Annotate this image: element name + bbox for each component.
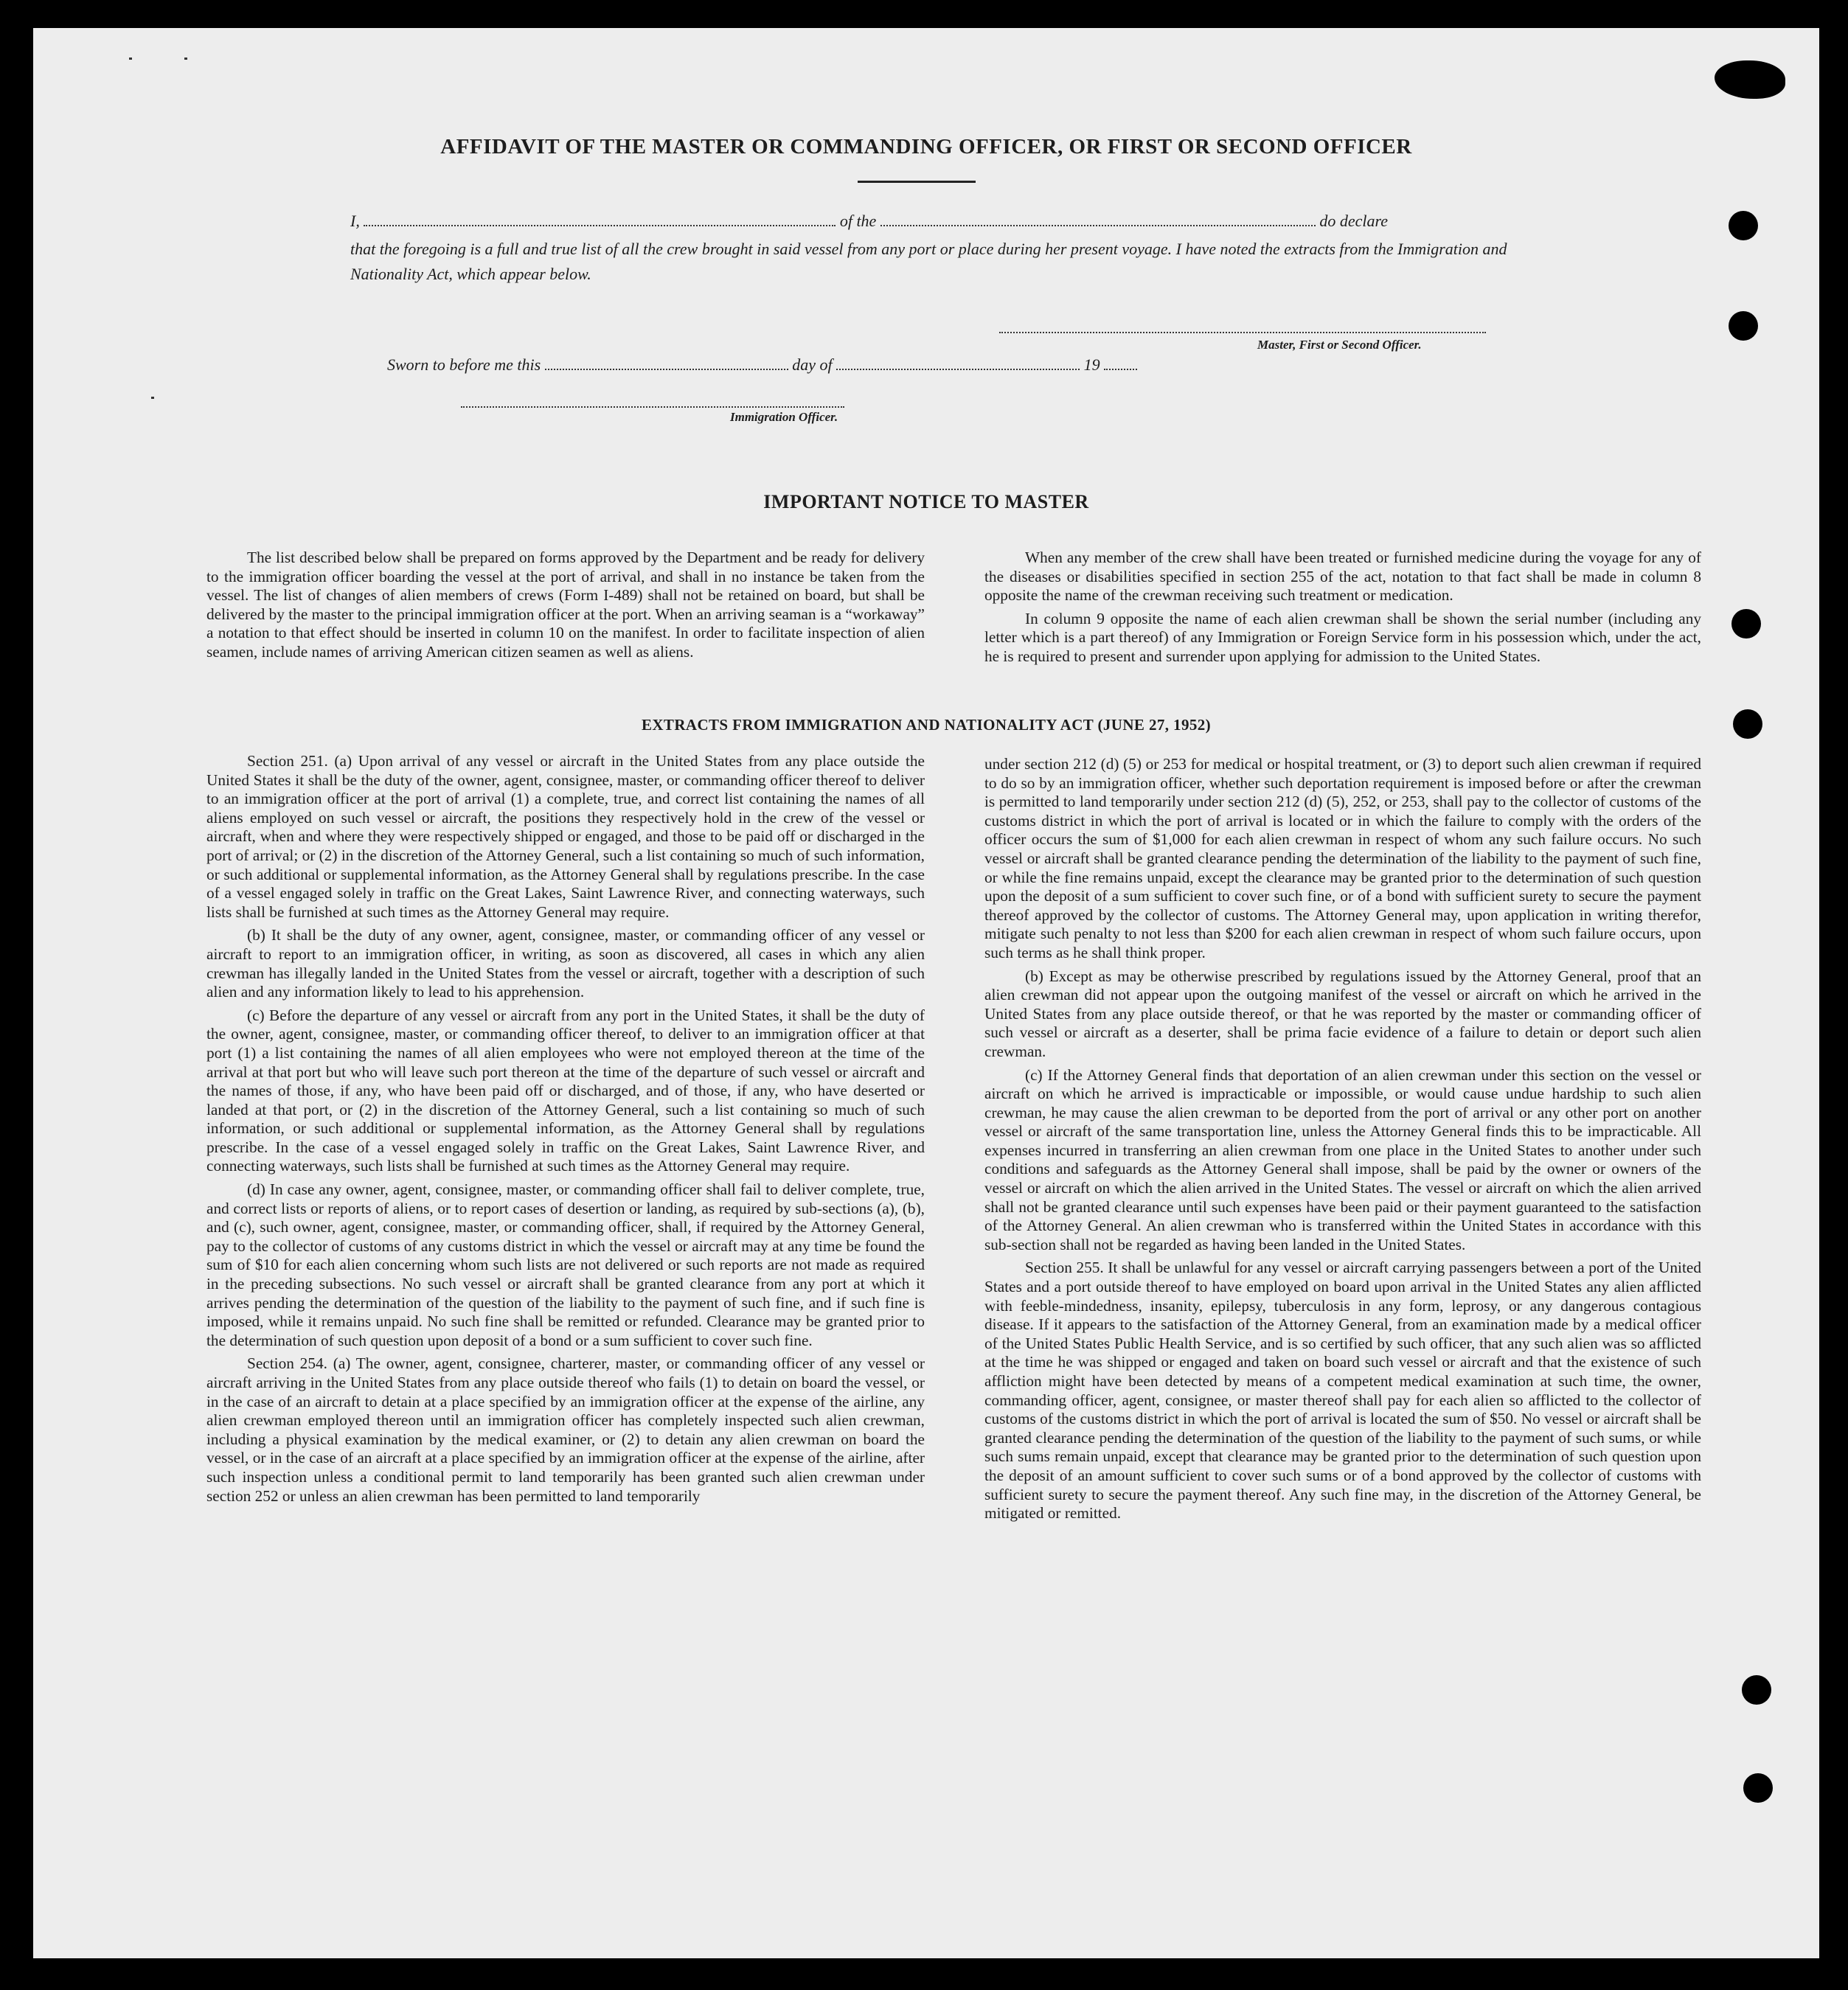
binder-hole	[1733, 709, 1762, 739]
section-254-a: Section 254. (a) The owner, agent, consignee, charterer, master, or commanding officer of any vessel or aircraft arriving in the United States from any place outside thereof who fails (1) to detain on board the vessel, or in the case of an aircraft to detain at a place specified by an immigration officer at the expense of the airline, any alien crewman employed thereon until an immigration officer has completely inspected such alien crewman, including a physical examination by the medical examiner, or (2) to detain any alien crewman on board the vessel, or in the case of an aircraft at a place specified by an immigration officer at the expense of the airline, after such inspection unless a conditional permit to land temporarily has been granted such alien crewman under section 252 or unless an alien crewman has been permitted to land temporarily	[206, 1354, 925, 1505]
affidavit-title: AFFIDAVIT OF THE MASTER OR COMMANDING OFFICER, OR FIRST OR SECOND OFFICER	[440, 135, 1412, 159]
extracts-title: EXTRACTS FROM IMMIGRATION AND NATIONALITY ACT (JUNE 27, 1952)	[641, 716, 1212, 734]
master-signature-line[interactable]	[999, 332, 1486, 333]
vessel-blank[interactable]	[880, 212, 1316, 226]
section-251-a: Section 251. (a) Upon arrival of any vessel or aircraft in the United States from any place outside the United States it shall be the duty of the owner, agent, consignee, master, or commanding officer thereof to deliver to an immigration officer at the port of arrival (1) a complete, true, and correct list containing the names of all aliens employed on such vessel or aircraft, the positions they respectively hold in the crew of the vessel or aircraft, when and where they were respectively shipped or engaged, and those to be paid off or discharged in the port of arrival; or (2) in the discretion of the Attorney General, such a list containing so much of such information, or such additional or supplemental information, as the Attorney General shall by regulations prescribe. In the case of a vessel engaged solely in traffic on the Great Lakes, Saint Lawrence River, and connecting waterways, such lists shall be furnished at such times as the Attorney General may require.	[206, 752, 925, 921]
notice-right-paragraph-2: In column 9 opposite the name of each alien crewman shall be shown the serial number (including any letter which is a part thereof) of any Immigration or Foreign Service form in his possession which, under the act, he is required to present and surrender upon applying for admission to the United States.	[984, 609, 1701, 665]
day-blank[interactable]	[545, 355, 788, 370]
binder-hole	[1742, 1675, 1771, 1705]
binder-hole	[1729, 311, 1758, 341]
section-254-a-continued: under section 212 (d) (5) or 253 for medical or hospital treatment, or (3) to deport such alien crewman if required to do so by an immigration officer, whether such deportation requirement is imposed before or after the crewman is permitted to land temporarily under section 212 (d) (5), 252, or 253, shall pay to the collector of customs of the customs district in which the port of arrival is located or in which the failure to comply with the orders of the officer occurs the sum of $1,000 for each alien crewman in respect of whom any such failure occurs. No such vessel or aircraft shall be granted clearance pending the determination of the liability to the payment of such fine, or while the fine remains unpaid, except the clearance may be granted prior to the determination of such question upon the deposit of a sum sufficient to cover such fine, or of a bond with sufficient surety to secure the payment thereof approved by the collector of customs. The Attorney General may, upon application in writing therefor, mitigate such penalty to not less than $200 for each alien crewman in respect of whom such failure occurs, upon such terms as he shall think proper.	[984, 755, 1701, 961]
officer-signature-label: Immigration Officer.	[730, 410, 838, 424]
binder-hole	[1743, 1773, 1773, 1803]
section-251-c: (c) Before the departure of any vessel or aircraft from any port in the United States, it shall be the duty of the owner, agent, consignee, master, or commanding officer thereof, to deliver to an immigration officer at that port (1) a list containing the names of all alien employees who were not employed thereon at the time of the arrival at that port but who will leave such port thereon at the time of the departure of such vessel or aircraft and the names of those, if any, who have been paid off or discharged, and of those, if any, who have deserted or landed at that port, or (2) in the discretion of the Attorney General, such a list containing so much of such information, or such additional or supplemental information, as the Attorney General shall by regulations prescribe. In the case of a vessel engaged solely in traffic on the Great Lakes, Saint Lawrence River, and connecting waterways, such lists shall be furnished at such times as the Attorney General may require.	[206, 1006, 925, 1175]
section-254-c: (c) If the Attorney General finds that deportation of an alien crewman under this section on the vessel or aircraft on which he arrived is impracticable or impossible, or would cause undue hardship to such alien crewman, he may cause the alien crewman to be deported from the port of arrival or any other port on another vessel or aircraft of the same transportation line, unless the Attorney General finds this to be impracticable. All expenses incurred in transferring an alien crewman from one place in the United States to another under such conditions and safeguards as the Attorney General shall impose, shall be paid by the owner or owners of the vessel or aircraft on which the alien arrived in the United States. The vessel or aircraft on which the alien arrived shall not be granted clearance until such expenses have been paid or their payment guaranteed to the satisfaction of the Attorney General. An alien crewman who is transferred within the United States in accordance with this sub-section shall not be regarded as having been landed in the United States.	[984, 1065, 1701, 1253]
declaration-statement: that the foregoing is a full and true list of all the crew brought in said vessel from any port or place during her present voyage. I have noted the extracts from the Immigration and Nationality Act, which appear below.	[350, 240, 1507, 283]
declaration-of-the: of the	[839, 212, 877, 230]
extracts-right-column	[984, 755, 1701, 1528]
scan-speck	[184, 58, 187, 60]
notice-left-column	[206, 549, 925, 667]
officer-signature-line[interactable]	[461, 406, 844, 408]
notice-right-paragraph-1: When any member of the crew shall have been treated or furnished medicine during the voyage for any of the diseases or disabilities specified in section 255 of the act, notation to that fact shall be made in column 8 opposite the name of the crewman receiving such treatment or medication.	[984, 549, 1701, 605]
sworn-line	[387, 352, 1346, 378]
scan-speck	[129, 58, 132, 60]
sworn-year: 19	[1083, 355, 1100, 374]
declaration-line	[350, 209, 1515, 234]
section-251-b: (b) It shall be the duty of any owner, agent, consignee, master, or commanding officer of any vessel or aircraft to report to an immigration officer, in writing, as soon as discovered, all cases in which any alien crewman has illegally landed in the United States from the vessel or aircraft, together with a description of such alien and any information likely to lead to his apprehension.	[206, 926, 925, 1001]
month-blank[interactable]	[836, 355, 1080, 370]
declaration-do-declare: do declare	[1319, 212, 1388, 230]
document-page	[33, 28, 1819, 1958]
binder-hole	[1729, 211, 1758, 240]
section-255: Section 255. It shall be unlawful for any vessel or aircraft carrying passengers between a port of the United States and a port outside thereof to have employed on board upon arrival in the United States any alien afflicted with feeble-mindedness, insanity, epilepsy, tuberculosis in any form, leprosy, or any dangerous contagious disease. If it appears to the satisfaction of the Attorney General, from an examination made by a medical officer of the United States Public Health Service, and is so certified by such officer, that any such alien was so afflicted at the time he was shipped or engaged and taken on board such vessel or aircraft and that the existence of such affliction might have been detected by means of a competent medical examination at such time, the owner, commanding officer, agent, consignee, or master thereof shall pay for each alien so afflicted to the collector of customs of the customs district in which the port of arrival is located the sum of $50. No vessel or aircraft shall be granted clearance pending the determination of the question of the liability to the payment of such sums, or while such sums remain unpaid, except that clearance may be granted prior to the determination of such question upon the deposit of an amount sufficient to cover such sums or of a bond approved by the collector of customs with sufficient surety to secure the payment thereof. Any such fine may, in the discretion of the Attorney General, be mitigated or remitted.	[984, 1259, 1701, 1523]
year-blank[interactable]	[1104, 355, 1137, 370]
notice-left-paragraph: The list described below shall be prepared on forms approved by the Department and be ready for delivery to the immigration officer boarding the vessel at the port of arrival, and shall in no instance be taken from the vessel. The list of changes of alien members of crews (Form I-489) shall not be retained on board, but shall be delivered by the master to the principal immigration officer at the port. When an arriving seaman is a “workaway” a notation to that effect should be inserted in column 10 on the manifest. In order to facilitate inspection of alien seamen, include names of arriving American citizen seamen as well as aliens.	[206, 549, 925, 661]
scan-speck	[151, 397, 154, 399]
sworn-label: Sworn to before me this	[387, 355, 541, 374]
title-rule	[858, 181, 976, 183]
section-251-d: (d) In case any owner, agent, consignee, master, or commanding officer shall fail to deliver complete, true, and correct lists or reports of aliens, or to report cases of desertion or landing, as required by sub-sections (a), (b), and (c), such owner, agent, consignee, master, or commanding officer, shall, if required by the Attorney General, pay to the collector of customs of any customs district in which the vessel or aircraft may at any time be found the sum of $10 for each alien concerning whom such lists are not delivered or such reports are not made as required in the preceding subsections. No such vessel or aircraft shall be granted clearance from any port at which it arrives pending the determination of the question of the liability to the payment of such fine, and if such fine is imposed, while it remains unpaid. No such fine shall be remitted or refunded. Clearance may be granted prior to the determination of such question upon deposit of a bond or a sum sufficient to cover such fine.	[206, 1180, 925, 1349]
extracts-left-column	[206, 752, 925, 1510]
master-signature-label: Master, First or Second Officer.	[1257, 338, 1422, 352]
binder-hole	[1731, 609, 1761, 639]
notice-title: IMPORTANT NOTICE TO MASTER	[763, 491, 1089, 512]
declaration-i: I,	[350, 212, 360, 230]
notice-right-column	[984, 549, 1701, 671]
sworn-day-of: day of	[792, 355, 833, 374]
name-blank[interactable]	[364, 212, 836, 226]
section-254-b: (b) Except as may be otherwise prescribed by regulations issued by the Attorney General, proof that an alien crewman did not appear upon the outgoing manifest of the vessel or aircraft on which he arrived in the United States from any place outside thereof, or that he was reported by the master or commanding officer of such vessel or aircraft as a deserter, shall be prima facie evidence of a failure to detain or deport such alien crewman.	[984, 967, 1701, 1060]
